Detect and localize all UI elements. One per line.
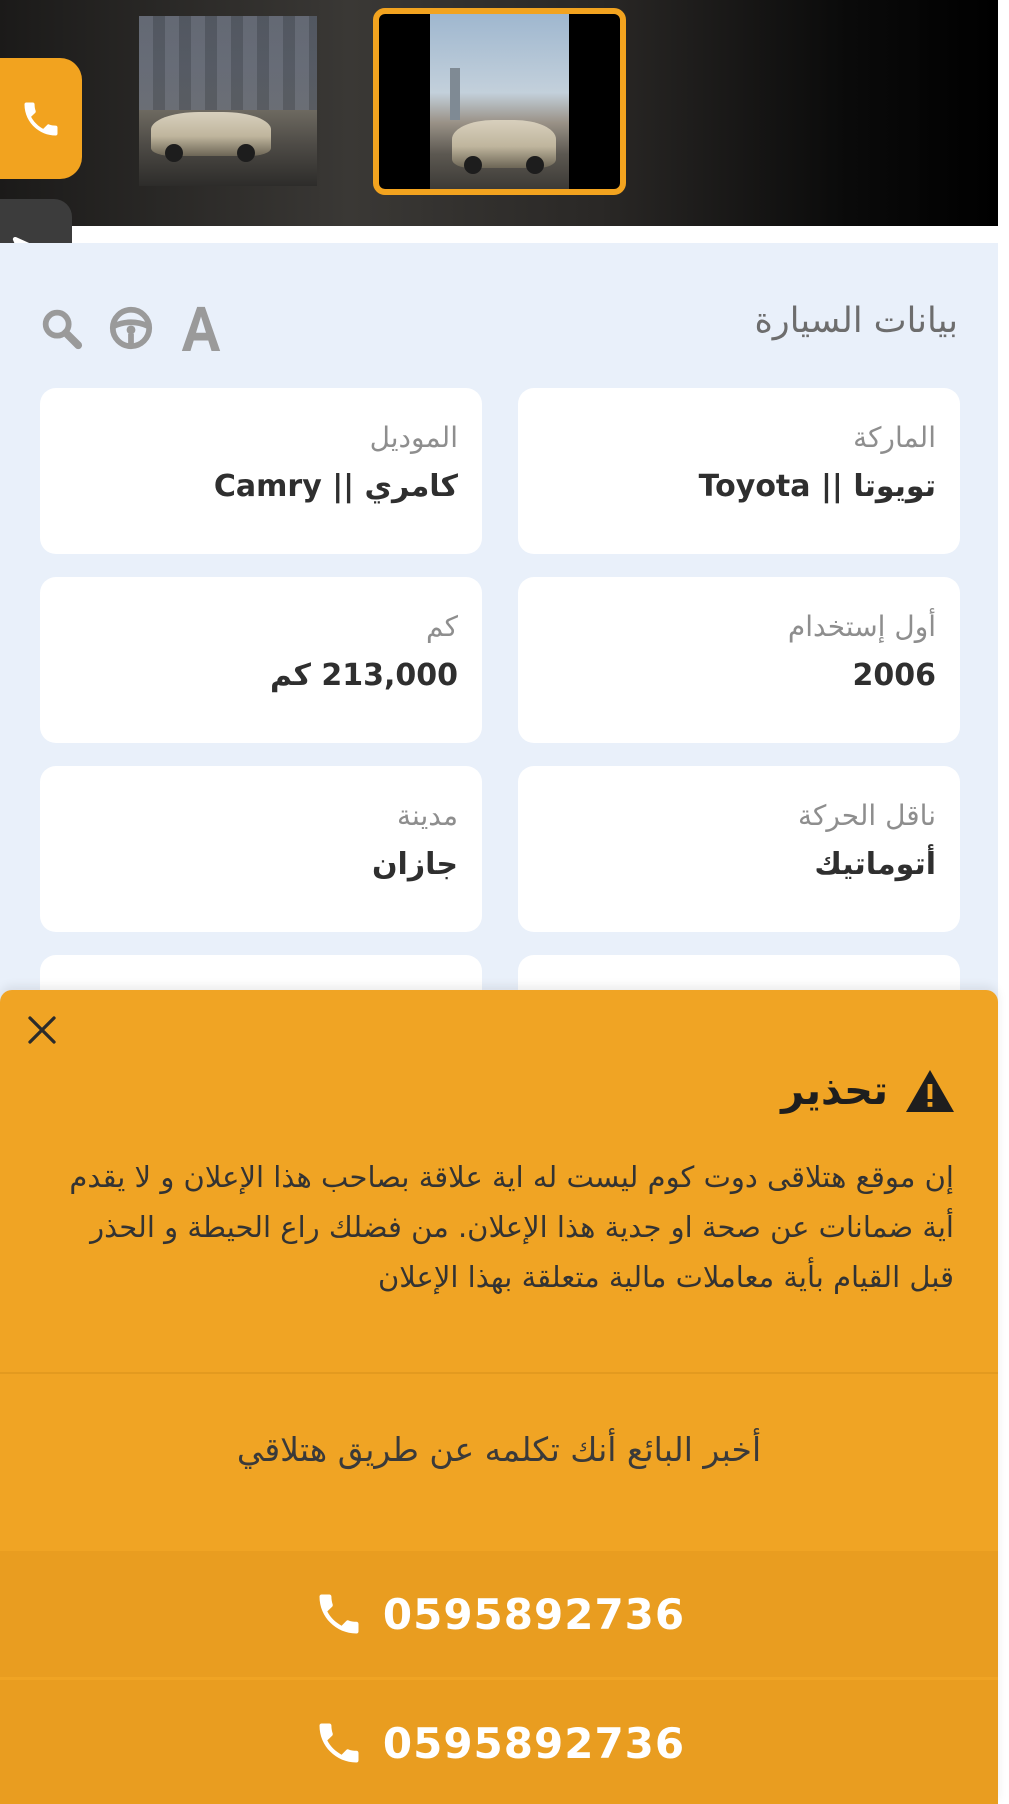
spec-label: الموديل — [369, 421, 458, 454]
spec-value: تويوتا || Toyota — [698, 469, 936, 504]
steering-wheel-icon[interactable] — [108, 305, 154, 351]
warning-title: تحذير — [781, 1068, 888, 1114]
toolbar-icons — [38, 303, 224, 353]
spec-label: الماركة — [853, 421, 936, 454]
phone-icon — [19, 97, 63, 141]
spec-card-transmission — [518, 766, 960, 932]
phone-call-button[interactable] — [0, 1551, 998, 1677]
spec-label: ناقل الحركة — [798, 799, 936, 832]
phone-icon — [313, 1588, 365, 1640]
section-title: بيانات السيارة — [754, 301, 958, 341]
warning-message: إن موقع هتلاقى دوت كوم ليست له اية علاقة بصاحب هذا الإعلان و لا يقدم أية ضمانات عن صحة او جدية هذا الإعلان. من فضلك راع الحيطة و الحذر قبل القيام بأية معاملات مالية متعلقة بهذا الإعلان — [69, 1160, 954, 1294]
divider — [0, 1372, 998, 1374]
spec-label: كم — [426, 610, 458, 643]
spec-label: أول إستخدام — [787, 610, 936, 643]
spec-card-city — [40, 766, 482, 932]
spec-value: 213,000 كم — [269, 658, 458, 693]
call-button[interactable] — [0, 58, 82, 179]
gallery-thumbnail[interactable] — [139, 16, 317, 186]
spec-value: كامري || Camry — [213, 469, 458, 504]
car-photo — [430, 14, 569, 189]
gallery-thumbnail-selected[interactable] — [373, 8, 626, 195]
phone-icon — [313, 1717, 365, 1769]
spec-card-mileage — [40, 577, 482, 743]
close-button[interactable] — [18, 1006, 66, 1054]
spec-value: أتوماتيك — [814, 847, 936, 882]
warning-header — [781, 1068, 954, 1114]
phone-number: 0595892736 — [382, 1589, 686, 1639]
warning-sheet — [0, 990, 998, 1804]
search-icon[interactable] — [38, 305, 84, 351]
font-size-icon[interactable] — [178, 303, 224, 353]
warning-icon — [906, 1070, 954, 1112]
spec-card-brand — [518, 388, 960, 554]
phone-call-button[interactable] — [0, 1680, 998, 1804]
image-gallery — [0, 0, 998, 226]
spec-value: جازان — [371, 847, 458, 882]
car-photo — [139, 16, 317, 186]
spec-label: مدينة — [397, 799, 458, 832]
spec-card-first-use — [518, 577, 960, 743]
close-icon — [24, 1012, 60, 1048]
phone-number: 0595892736 — [382, 1718, 686, 1768]
spec-card-model — [40, 388, 482, 554]
tell-seller-text: أخبر البائع أنك تكلمه عن طريق هتلاقي — [236, 1430, 762, 1469]
spec-value: 2006 — [852, 658, 936, 693]
